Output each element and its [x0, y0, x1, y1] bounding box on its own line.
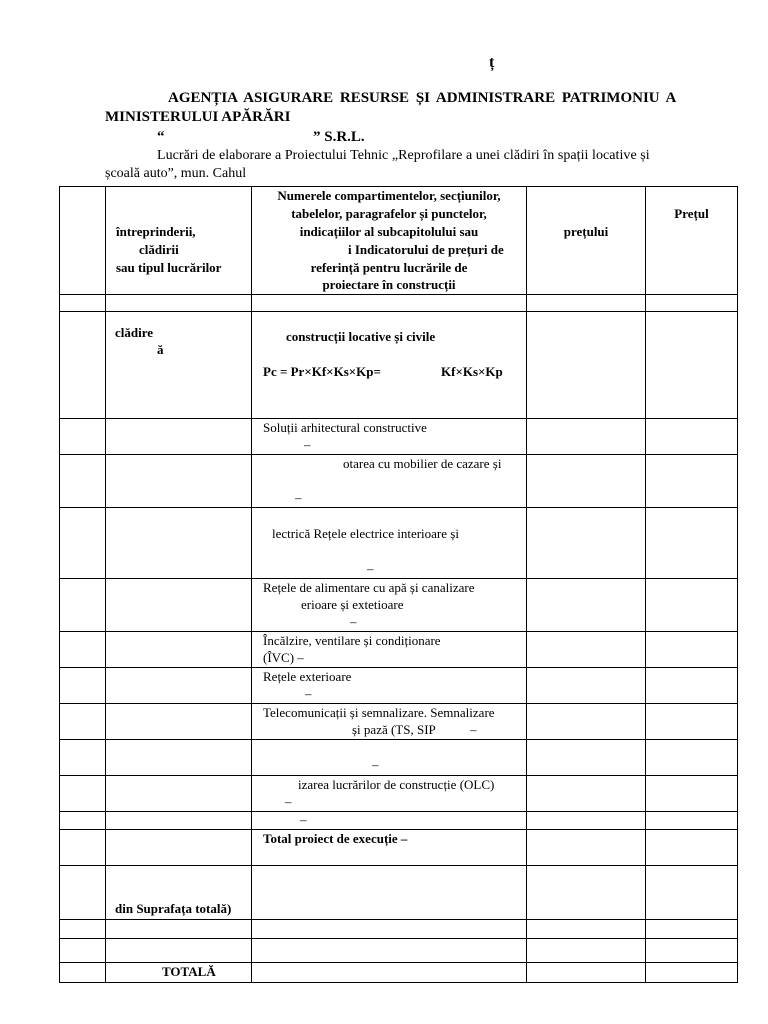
table-row — [60, 508, 738, 579]
mobilier-dash: – — [295, 490, 302, 505]
exterior-dash: – — [305, 686, 312, 701]
electric-dash: – — [367, 561, 374, 576]
telecom-dash: – — [470, 722, 477, 737]
building-label-suffix: ă — [157, 342, 164, 357]
table-row — [60, 455, 738, 508]
water-label: Rețele de alimentare cu apă și canalizare — [263, 580, 475, 595]
header-cell-nr — [60, 187, 106, 295]
table-row — [60, 776, 738, 812]
table-row — [60, 668, 738, 704]
construction-type: construcții locative și civile — [286, 329, 436, 344]
agency-title-line1: AGENȚIA ASIGURARE RESURSE ȘI ADMINISTRARE PATRIMONIU A — [168, 90, 677, 106]
header-chapters-line3: indicațiilor al subcapitolului sau — [299, 224, 479, 239]
grand-total-cell — [106, 963, 252, 983]
table-row — [60, 295, 738, 312]
grand-total-label: TOTALĂ — [162, 964, 216, 979]
company-suffix: ” S.R.L. — [313, 129, 365, 145]
olc-cell — [252, 776, 527, 812]
header-chapters-line6: proiectare în construcții — [322, 277, 456, 292]
ivc-label-2: (ÎVC) – — [263, 650, 304, 665]
header-chapters-line1: Numerele compartimentelor, secțiunilor, — [277, 188, 501, 203]
ivc-label: Încălzire, ventilare și condiționare — [263, 633, 441, 648]
exterior-cell — [252, 668, 527, 704]
water-cell — [252, 579, 527, 632]
mobilier-label: otarea cu mobilier de cazare și — [343, 456, 502, 471]
table-row — [60, 939, 738, 963]
table-row-building — [60, 312, 738, 419]
table-row — [60, 866, 738, 920]
total-project-label: Total proiect de execuție – — [263, 831, 408, 846]
header-cell-price — [646, 187, 738, 295]
arch-label: Soluții arhitectural constructive — [263, 420, 427, 435]
arch-dash: – — [304, 437, 311, 452]
formula-cell — [252, 312, 527, 419]
table-header-row — [60, 187, 738, 295]
table-row — [60, 920, 738, 939]
table-row — [60, 740, 738, 776]
header-cell-chapters — [252, 187, 527, 295]
estimate-table — [59, 186, 738, 983]
surface-label: din Suprafața totală) — [115, 901, 232, 916]
agency-title-line2: MINISTERULUI APĂRĂRI — [105, 109, 291, 125]
header-object-line3: sau tipul lucrărilor — [116, 260, 222, 275]
olc-dash-cell — [252, 812, 527, 830]
header-object-line2: clădirii — [139, 242, 179, 257]
electric-cell — [252, 508, 527, 579]
telecom-label-2: și pază (TS, SIP — [352, 722, 436, 737]
intro-line2: școală auto”, mun. Cahul — [105, 166, 247, 181]
table-row — [60, 704, 738, 740]
table-row — [60, 812, 738, 830]
olc-label: izarea lucrărilor de construcție (OLC) — [298, 777, 495, 792]
price-formula: Pc = Pr×Kf×Ks×Kp= — [263, 364, 381, 379]
blank-dash-cell — [252, 740, 527, 776]
table-row — [60, 632, 738, 668]
water-label-2: erioare și extetioare — [301, 597, 404, 612]
ivc-cell — [252, 632, 527, 668]
exterior-label: Rețele exterioare — [263, 669, 352, 684]
telecom-cell — [252, 704, 527, 740]
mobilier-cell — [252, 455, 527, 508]
olc-dash-2: – — [300, 812, 307, 827]
intro-line1: Lucrări de elaborare a Proiectului Tehnic „Reprofilare a unei clădiri în spații locative și — [157, 148, 650, 163]
surface-cell — [106, 866, 252, 920]
header-price-label: Prețul — [674, 206, 709, 221]
top-mark: ț — [489, 54, 495, 71]
company-open-quote: “ — [157, 129, 165, 145]
telecom-label: Telecomunicații și semnalizare. Semnalizare — [263, 705, 495, 720]
formula-coefficients: Kf×Ks×Kp — [441, 364, 503, 379]
header-chapters-line2: tabelelor, paragrafelor și punctelor, — [291, 206, 487, 221]
water-dash: – — [350, 614, 357, 629]
table-row-total — [60, 963, 738, 983]
olc-dash: – — [285, 794, 292, 809]
table-row — [60, 419, 738, 455]
header-calc-label: prețului — [563, 224, 609, 239]
table-row — [60, 579, 738, 632]
header-cell-calc — [527, 187, 646, 295]
table-row-total-project — [60, 830, 738, 866]
building-label: clădire — [115, 325, 154, 340]
arch-cell — [252, 419, 527, 455]
header-cell-object — [106, 187, 252, 295]
header-object-line1: întreprinderii, — [116, 224, 196, 239]
header-chapters-line4: i Indicatorului de prețuri de — [348, 242, 504, 257]
total-project-cell — [252, 830, 527, 866]
building-cell — [106, 312, 252, 419]
blank-dash: – — [372, 757, 379, 772]
electric-label: lectrică Rețele electrice interioare și — [272, 526, 459, 541]
header-chapters-line5: referință pentru lucrările de — [310, 260, 468, 275]
